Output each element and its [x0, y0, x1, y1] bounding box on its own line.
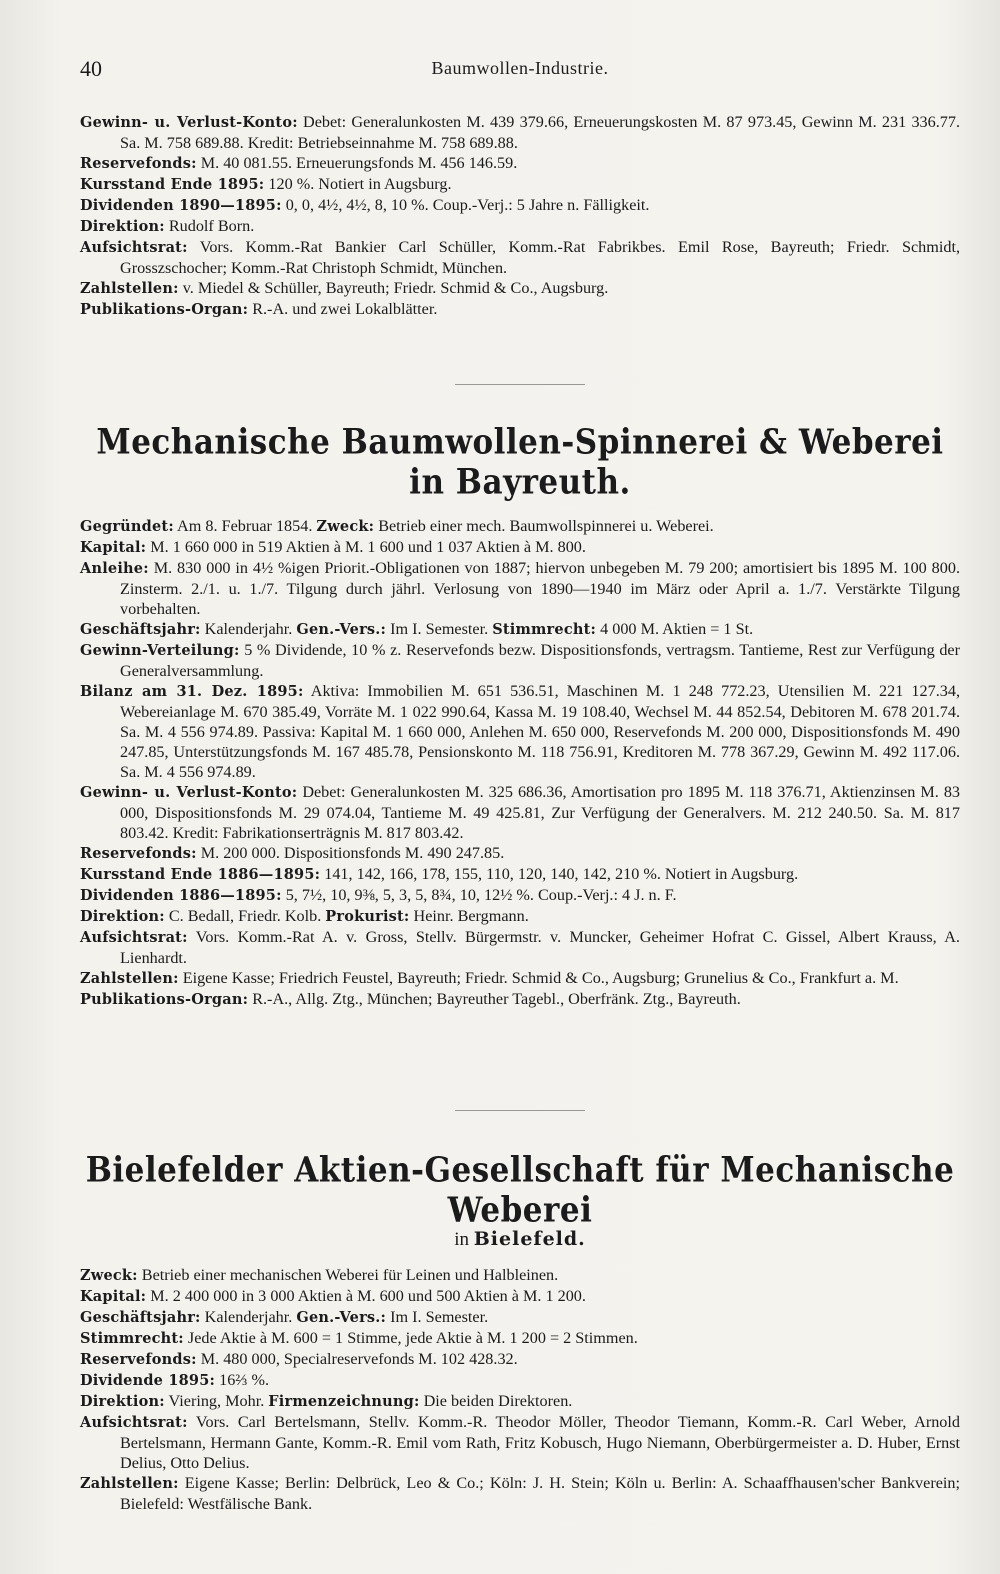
entry-label: Zahlstellen: — [80, 1475, 179, 1492]
entry-label: Zweck: — [316, 518, 375, 535]
page-number: 40 — [80, 56, 102, 81]
entry-label: Firmenzeichnung: — [268, 1393, 420, 1410]
entry-text: Vors. Carl Bertelsmann, Stellv. Komm.-R. Theodor Möller, Theodor Tiemann, Komm.-R. Carl Weber, Arnold Bertelsmann, Hermann Gante, Komm.-R. Emil vom Rath, Fritz Kobusch, Hugo Niemann, Oberbürgermeister a. D. Huber, Ernst Delius, Otto Delius. — [120, 1413, 960, 1472]
entry-text: Rudolf Born. — [168, 217, 255, 235]
entry-label: Publikations-Organ: — [80, 991, 249, 1008]
entry-text: Vors. Komm.-Rat A. v. Gross, Stellv. Bürgermstr. v. Muncker, Geheimer Hofrat C. Gissel, Albert Krauss, A. Lienhardt. — [120, 928, 960, 967]
entry-text: Eigene Kasse; Friedrich Feustel, Bayreuth; Friedr. Schmid & Co., Augsburg; Grunelius & Co., Frankfurt a. M. — [182, 969, 899, 987]
entry-label: Dividenden 1886—1895: — [80, 887, 282, 904]
entry-aufsichtsrat — [80, 1412, 960, 1473]
entry-zweck — [80, 1265, 960, 1286]
location-name: Bielefeld. — [473, 1228, 586, 1250]
entry-aufsichtsrat — [80, 927, 960, 968]
entry-text: R.-A., Allg. Ztg., München; Bayreuther Tagebl., Oberfränk. Ztg., Bayreuth. — [252, 990, 741, 1008]
entry-dividende — [80, 1370, 960, 1391]
entry-label: Direktion: — [80, 908, 165, 925]
entry-text: Im I. Semester. — [390, 1308, 489, 1326]
entry-label: Aufsichtsrat: — [80, 239, 188, 256]
entry-kursstand — [80, 864, 960, 885]
entry-dividenden — [80, 885, 960, 906]
entry-dividenden — [80, 195, 960, 216]
entry-text: Debet: Generalunkosten M. 439 379.66, Erneuerungskosten M. 87 973.45, Gewinn M. 231 336.77. Sa. M. 758 689.88. Kredit: Betriebseinnahme M. 758 689.88. — [120, 113, 961, 152]
section-divider — [455, 384, 585, 385]
location-prefix: in — [454, 1229, 469, 1250]
entry-text: 5, 7½, 10, 9⅜, 5, 3, 5, 8¾, 10, 12½ %. Coup.-Verj.: 4 J. n. F. — [285, 886, 677, 904]
entry-label: Direktion: — [80, 218, 165, 235]
entry-direktion — [80, 906, 960, 927]
entry-text: Im I. Semester. — [390, 620, 489, 638]
entry-text: 4 000 M. Aktien = 1 St. — [600, 620, 754, 638]
entry-label: Gen.-Vers.: — [296, 621, 387, 638]
entry-text: M. 830 000 in 4½ %igen Priorit.-Obligationen von 1887; hiervon unbegeben M. 79 200; amortisiert bis 1895 M. 100 800. Zinsterm. 2./1. u. 1./7. Tilgung durch jährl. Verlosung von 1890—1940 im März oder April a. 1./7. Verstärkte Tilgung vorbehalten. — [120, 559, 961, 618]
entry-label: Aufsichtsrat: — [80, 1414, 188, 1431]
entry-label: Bilanz am 31. Dez. 1895: — [80, 683, 304, 700]
entry-text: v. Miedel & Schüller, Bayreuth; Friedr. Schmid & Co., Augsburg. — [182, 279, 609, 297]
entry-text: M. 480 000, Specialreservefonds M. 102 428.32. — [200, 1350, 518, 1368]
entry-bilanz — [80, 681, 960, 782]
entry-text: M. 200 000. Dispositionsfonds M. 490 247.85. — [200, 844, 505, 862]
entry-gewinn-verteilung — [80, 640, 960, 681]
entry-publikations-organ — [80, 989, 960, 1010]
entry-text: R.-A. und zwei Lokalblätter. — [252, 300, 438, 318]
entry-aufsichtsrat — [80, 237, 960, 278]
entry-text: Aktiva: Immobilien M. 651 536.51, Maschinen M. 1 248 772.23, Utensilien M. 221 127.34, Webereianlage M. 670 385.49, Vorräte M. 1 022 990.64, Kassa M. 19 108.40, Wechsel M. 44 852.54, Debitoren M. 678 201.74. Sa. M. 4 556 974.89. Passiva: Kapital M. 1 660 000, Anlehen M. 650 000, Reservefonds M. 200 000, Dispositionsfonds M. 490 247.85, Unterstützungsfonds M. 167 485.78, Pensionskonto M. 118 756.91, Kreditoren M. 778 367.29, Gewinn M. 492 117.06. Sa. M. 4 556 974.89. — [120, 682, 960, 781]
entry-text: Heinr. Bergmann. — [413, 907, 529, 925]
entry-label: Dividenden 1890—1895: — [80, 197, 282, 214]
entry-reservefonds — [80, 843, 960, 864]
entry-label: Reservefonds: — [80, 1351, 197, 1368]
entry-text: 16⅔ %. — [219, 1371, 269, 1389]
entry-label: Publikations-Organ: — [80, 301, 249, 318]
entry-zahlstellen — [80, 1473, 960, 1514]
entry-zahlstellen — [80, 968, 960, 989]
entry-text: 0, 0, 4½, 4½, 8, 10 %. Coup.-Verj.: 5 Jahre n. Fälligkeit. — [285, 196, 650, 214]
entry-geschaeftsjahr — [80, 619, 960, 640]
entry-label: Gen.-Vers.: — [296, 1309, 387, 1326]
entry-stimmrecht — [80, 1328, 960, 1349]
entry-label: Stimmrecht: — [492, 621, 597, 638]
entry-text: 120 %. Notiert in Augsburg. — [268, 175, 452, 193]
entry-label: Aufsichtsrat: — [80, 929, 188, 946]
company-location — [80, 1228, 960, 1251]
entry-reservefonds — [80, 1349, 960, 1370]
entry-label: Reservefonds: — [80, 155, 197, 172]
entry-text: M. 40 081.55. Erneuerungsfonds M. 456 146.59. — [200, 154, 518, 172]
entry-label: Gewinn- u. Verlust-Konto: — [80, 784, 298, 801]
entry-label: Direktion: — [80, 1393, 165, 1410]
entry-label: Anleihe: — [80, 560, 149, 577]
section-previous-company — [80, 112, 960, 320]
entry-label: Kursstand Ende 1895: — [80, 176, 265, 193]
entry-text: Jede Aktie à M. 600 = 1 Stimme, jede Aktie à M. 1 200 = 2 Stimmen. — [187, 1329, 638, 1347]
entry-gegruendet — [80, 516, 960, 537]
entry-label: Kapital: — [80, 539, 147, 556]
entry-direktion — [80, 1391, 960, 1412]
entry-label: Zahlstellen: — [80, 280, 179, 297]
entry-text: Viering, Mohr. — [168, 1392, 265, 1410]
entry-text: M. 1 660 000 in 519 Aktien à M. 1 600 und 1 037 Aktien à M. 800. — [150, 538, 586, 556]
entry-kapital — [80, 1286, 960, 1307]
entry-label: Geschäftsjahr: — [80, 621, 201, 638]
entry-direktion — [80, 216, 960, 237]
entry-label: Gegründet: — [80, 518, 174, 535]
entry-text: Debet: Generalunkosten M. 325 686.36, Amortisation pro 1895 M. 118 376.71, Aktienzinsen M. 83 000, Dispositionsfonds M. 29 074.04, Tantieme M. 49 425.81, Zur Verfügung der Generalvers. M. 212 240.50. Sa. M. 817 803.42. Kredit: Fabrikationserträgnis M. 817 803.42. — [120, 783, 961, 842]
entry-text: 5 % Dividende, 10 % z. Reservefonds bezw. Dispositionsfonds, vertragsm. Tantieme, Rest zur Verfügung der Generalversammlung. — [120, 641, 960, 680]
entry-gewinn-verlust — [80, 782, 960, 843]
entry-label: Stimmrecht: — [80, 1330, 184, 1347]
entry-text: Die beiden Direktoren. — [423, 1392, 573, 1410]
entry-label: Zweck: — [80, 1267, 138, 1284]
company-title: Bielefelder Aktien-Gesellschaft für Mechanische Weberei — [85, 1150, 955, 1231]
section-bayreuth-company — [80, 422, 960, 1010]
entry-publikations-organ — [80, 299, 960, 320]
entry-text: Am 8. Februar 1854. — [177, 517, 313, 535]
entry-anleihe — [80, 558, 960, 619]
entry-reservefonds — [80, 153, 960, 174]
entry-label: Prokurist: — [325, 908, 410, 925]
entry-text: Betrieb einer mechanischen Weberei für Leinen und Halbleinen. — [141, 1266, 559, 1284]
entry-text: Vors. Komm.-Rat Bankier Carl Schüller, Komm.-Rat Fabrikbes. Emil Rose, Bayreuth; Friedr. Schmidt, Grosszschocher; Komm.-Rat Christoph Schmidt, München. — [120, 238, 960, 277]
entry-text: 141, 142, 166, 178, 155, 110, 120, 140, 142, 210 %. Notiert in Augsburg. — [324, 865, 799, 883]
entry-kursstand — [80, 174, 960, 195]
entry-text: Eigene Kasse; Berlin: Delbrück, Leo & Co.; Köln: J. H. Stein; Köln u. Berlin: A. Schaaffhausen'scher Bankverein; Bielefeld: Westfälische Bank. — [120, 1474, 961, 1513]
entry-text: C. Bedall, Friedr. Kolb. — [168, 907, 322, 925]
entry-label: Kursstand Ende 1886—1895: — [80, 866, 321, 883]
entry-label: Zahlstellen: — [80, 970, 179, 987]
entry-text: Kalenderjahr. — [204, 1308, 293, 1326]
company-title: Mechanische Baumwollen-Spinnerei & Weberei in Bayreuth. — [96, 422, 944, 503]
section-bielefeld-company — [80, 1150, 960, 1514]
entry-label: Geschäftsjahr: — [80, 1309, 201, 1326]
entry-gewinn-verlust — [80, 112, 960, 153]
entry-text: M. 2 400 000 in 3 000 Aktien à M. 600 und 500 Aktien à M. 1 200. — [150, 1287, 586, 1305]
entry-text: Kalenderjahr. — [204, 620, 293, 638]
entry-zahlstellen — [80, 278, 960, 299]
entry-label: Reservefonds: — [80, 845, 197, 862]
entry-label: Dividende 1895: — [80, 1372, 216, 1389]
entry-text: Betrieb einer mech. Baumwollspinnerei u. Weberei. — [378, 517, 714, 535]
running-title: Baumwollen-Industrie. — [431, 58, 609, 78]
entry-label: Gewinn-Verteilung: — [80, 642, 240, 659]
entry-kapital — [80, 537, 960, 558]
entry-label: Gewinn- u. Verlust-Konto: — [80, 114, 298, 131]
section-divider — [455, 1110, 585, 1111]
page-header — [80, 56, 960, 86]
entry-geschaeftsjahr — [80, 1307, 960, 1328]
entry-label: Kapital: — [80, 1288, 147, 1305]
